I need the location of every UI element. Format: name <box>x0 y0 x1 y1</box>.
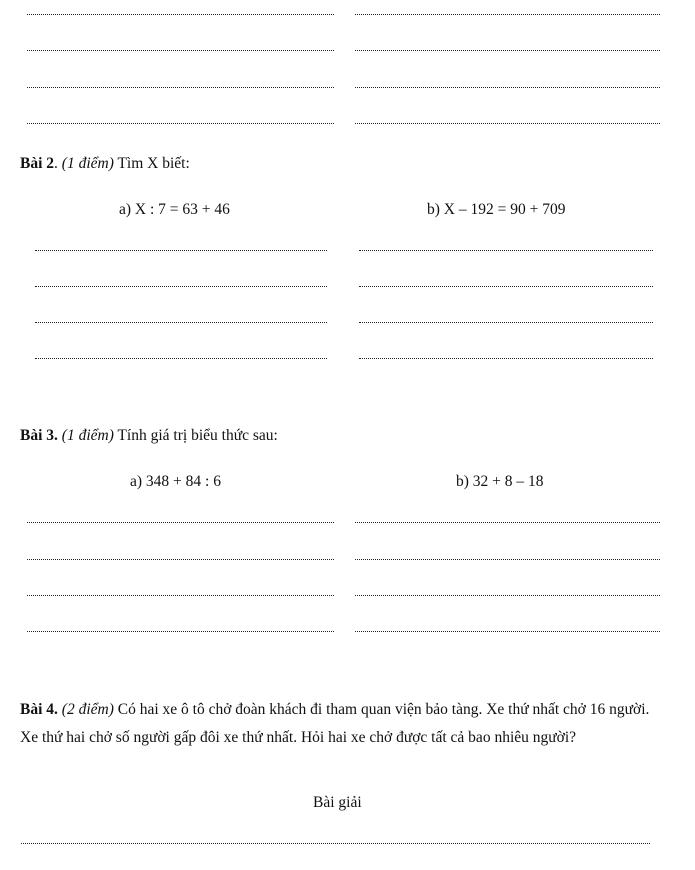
bai2-separator: . <box>54 155 58 172</box>
answer-line[interactable] <box>355 631 660 632</box>
solution-label: Bài giải <box>313 794 362 811</box>
bai4-paragraph <box>20 696 668 752</box>
answer-line[interactable] <box>27 14 334 15</box>
answer-line[interactable] <box>355 14 660 15</box>
bai2-heading <box>20 156 190 172</box>
bai2-points: (1 điểm) <box>61 155 114 172</box>
answer-line[interactable] <box>35 286 327 287</box>
bai3-part-b: b) 32 + 8 – 18 <box>456 473 544 490</box>
bai2-number: Bài 2 <box>20 155 55 172</box>
answer-line[interactable] <box>35 250 327 251</box>
bai2-part-b: b) X – 192 = 90 + 709 <box>427 201 566 218</box>
answer-line[interactable] <box>355 522 660 523</box>
answer-line[interactable] <box>27 522 334 523</box>
bai2-instruction: Tìm X biết: <box>117 155 190 172</box>
answer-line[interactable] <box>355 595 660 596</box>
answer-line[interactable] <box>355 559 660 560</box>
answer-line[interactable] <box>27 123 334 124</box>
answer-line[interactable] <box>359 358 653 359</box>
bai4-problem-text: Có hai xe ô tô chở đoàn khách đi tham quan viện bảo tàng. Xe thứ nhất chở 16 người. Xe thứ hai chở số người gấp đôi xe thứ nhất. Hỏi hai xe chở được tất cả bao nhiêu người? <box>20 701 650 746</box>
bai3-points: (1 điểm) <box>61 427 114 444</box>
bai3-heading <box>20 428 278 444</box>
answer-line[interactable] <box>27 50 334 51</box>
answer-line[interactable] <box>27 87 334 88</box>
bai3-instruction: Tính giá trị biểu thức sau: <box>117 427 278 444</box>
answer-line[interactable] <box>359 286 653 287</box>
answer-line[interactable] <box>355 123 660 124</box>
bai3-number: Bài 3. <box>20 427 58 444</box>
bai4-number: Bài 4. <box>20 701 58 718</box>
bai2-part-a: a) X : 7 = 63 + 46 <box>119 201 230 218</box>
answer-line[interactable] <box>35 358 327 359</box>
answer-line[interactable] <box>27 631 334 632</box>
bai3-part-a: a) 348 + 84 : 6 <box>130 473 221 490</box>
bai4-points: (2 điểm) <box>61 701 114 718</box>
answer-line[interactable] <box>355 87 660 88</box>
answer-line[interactable] <box>27 595 334 596</box>
answer-line[interactable] <box>35 322 327 323</box>
answer-line[interactable] <box>359 250 653 251</box>
answer-line[interactable] <box>27 559 334 560</box>
answer-line[interactable] <box>355 50 660 51</box>
answer-line[interactable] <box>359 322 653 323</box>
solution-answer-line[interactable] <box>21 843 650 844</box>
